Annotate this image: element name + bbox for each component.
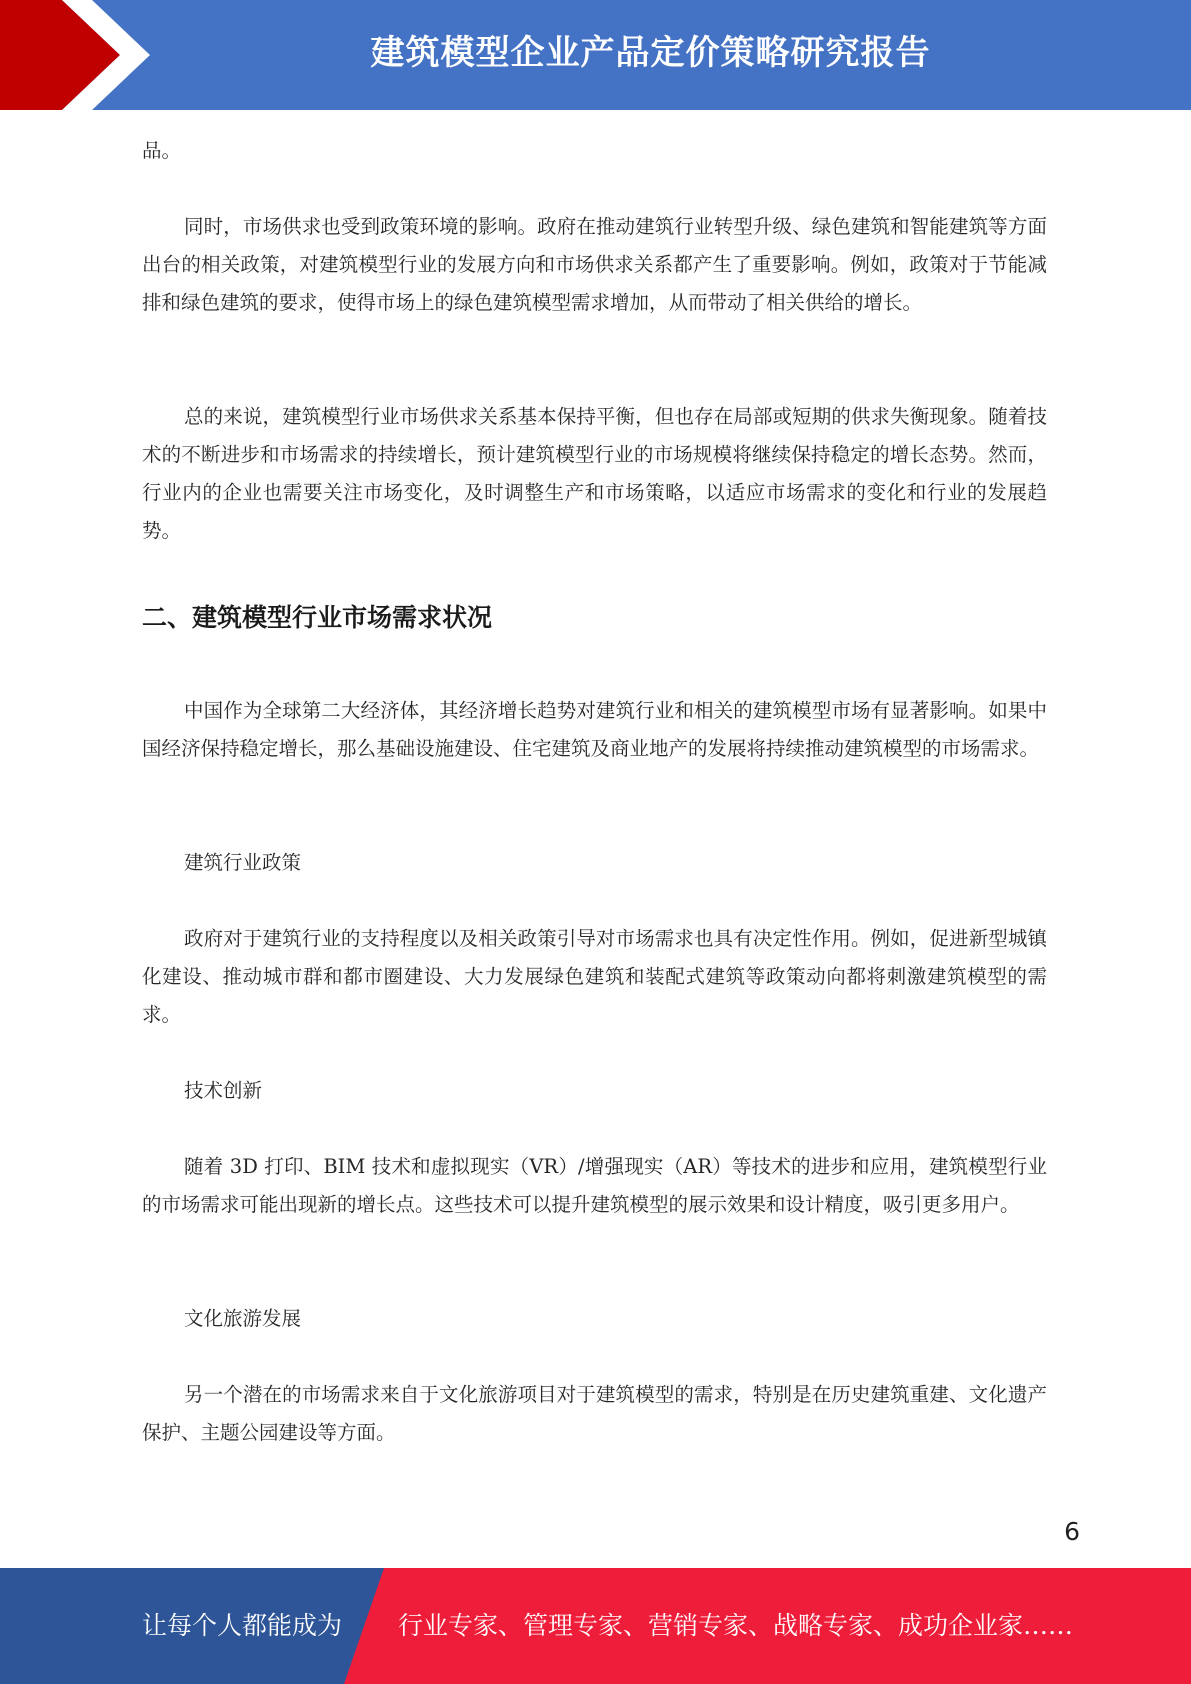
subheading-technology-innovation: 技术创新 [184, 1079, 263, 1102]
page-number: 6 [1064, 1517, 1080, 1546]
paragraph-continuation: 品。 [142, 139, 182, 162]
header-arrow-decoration [0, 0, 160, 110]
section-heading: 二、建筑模型行业市场需求状况 [142, 603, 493, 632]
footer-slogan-left: 让每个人都能成为 [142, 1611, 343, 1640]
paragraph-policy-environment: 同时，市场供求也受到政策环境的影响。政府在推动建筑行业转型升级、绿色建筑和智能建筑等方面出台的相关政策，对建筑模型行业的发展方向和市场供求关系都产生了重要影响。例如，政策对于节能减排和绿色建筑的要求，使得市场上的绿色建筑模型需求增加，从而带动了相关供给的增长。 [142, 215, 1047, 314]
paragraph-economic-growth: 中国作为全球第二大经济体，其经济增长趋势对建筑行业和相关的建筑模型市场有显著影响。如果中国经济保持稳定增长，那么基础设施建设、住宅建筑及商业地产的发展将持续推动建筑模型的市场需求。 [142, 699, 1047, 760]
document-title: 建筑模型企业产品定价策略研究报告 [370, 33, 931, 73]
paragraph-summary: 总的来说，建筑模型行业市场供求关系基本保持平衡，但也存在局部或短期的供求失衡现象。随着技术的不断进步和市场需求的持续增长，预计建筑模型行业的市场规模将继续保持稳定的增长态势。然而，行业内的企业也需要关注市场变化，及时调整生产和市场策略，以适应市场需求的变化和行业的发展趋势。 [142, 405, 1047, 542]
header-band [0, 0, 1191, 110]
subheading-culture-tourism: 文化旅游发展 [184, 1307, 302, 1330]
footer-slogan-right: 行业专家、管理专家、营销专家、战略专家、成功企业家…… [398, 1611, 1074, 1640]
subheading-construction-policy: 建筑行业政策 [184, 851, 302, 874]
paragraph-technology: 随着 3D 打印、BIM 技术和虚拟现实（VR）/增强现实（AR）等技术的进步和应用，建筑模型行业的市场需求可能出现新的增长点。这些技术可以提升建筑模型的展示效果和设计精度，吸引更多用户。 [142, 1155, 1047, 1216]
paragraph-culture-tourism: 另一个潜在的市场需求来自于文化旅游项目对于建筑模型的需求，特别是在历史建筑重建、文化遗产保护、主题公园建设等方面。 [142, 1383, 1047, 1444]
footer-band [0, 1568, 1191, 1684]
paragraph-government-policy: 政府对于建筑行业的支持程度以及相关政策引导对市场需求也具有决定性作用。例如，促进新型城镇化建设、推动城市群和都市圈建设、大力发展绿色建筑和装配式建筑等政策动向都将刺激建筑模型的需求。 [142, 927, 1047, 1026]
